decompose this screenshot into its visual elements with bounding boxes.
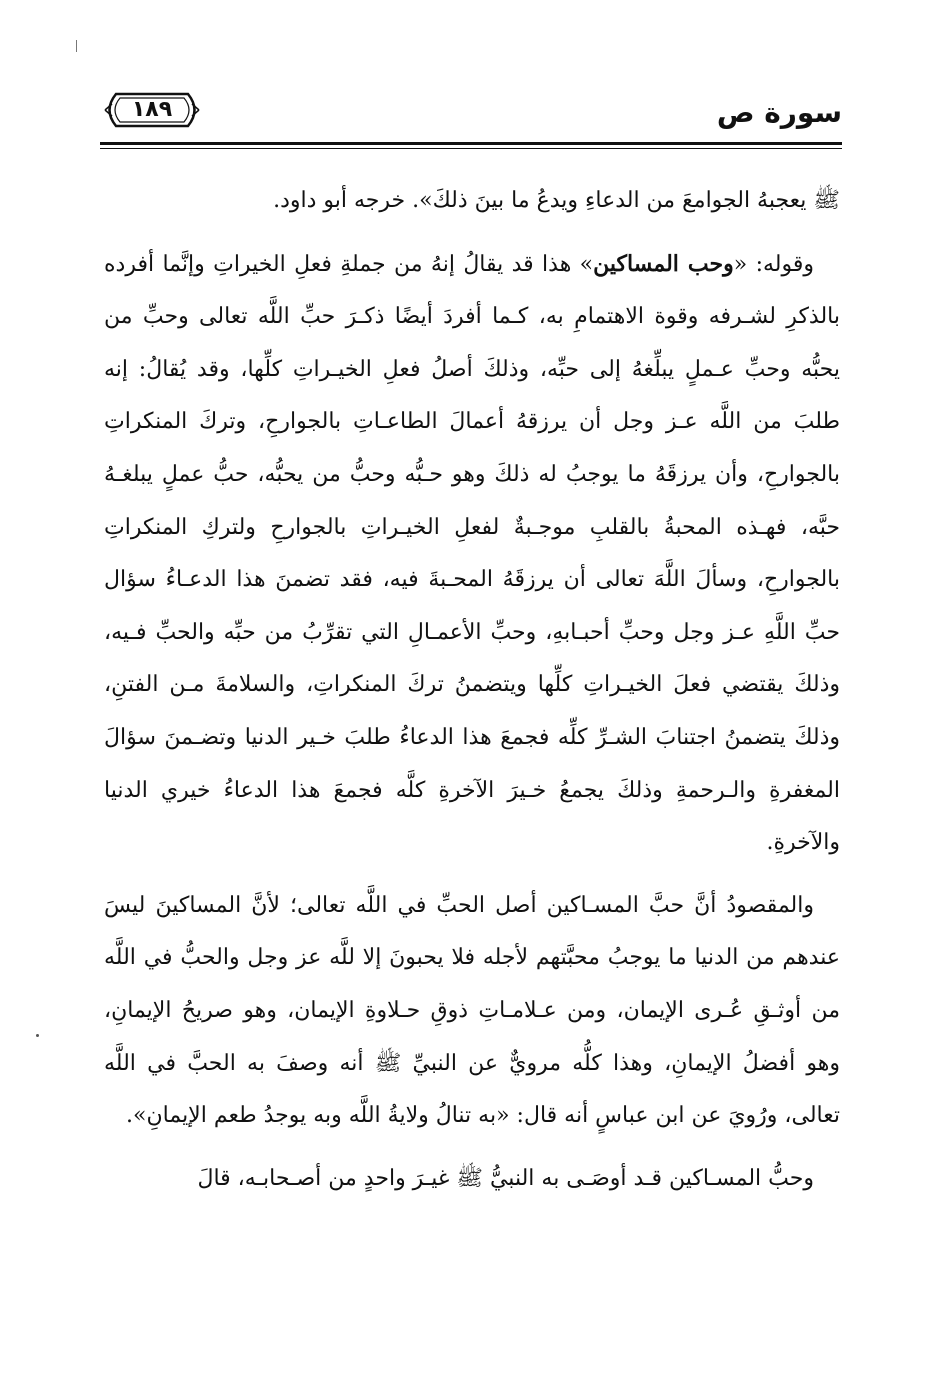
paragraph-4-text: وحبُّ المسـاكين قـد أوصَـى به النبيُّ ﷺ غيـرَ واحدٍ من أصـحابـه، قالَ [197, 1165, 814, 1191]
paragraph-2-highlight: وحب المساكين [593, 250, 734, 277]
paragraph-4 [104, 1153, 840, 1206]
header-rule [100, 142, 842, 145]
paragraph-1-text: ﷺ يعجبهُ الجوامعَ من الدعاءِ ويدعُ ما بينَ ذلكَ». خرجه أبو داود. [273, 188, 840, 213]
paragraph-2 [104, 238, 840, 870]
margin-dot [36, 1034, 39, 1037]
header-rule-thin [100, 148, 842, 149]
paragraph-3-text: والمقصودُ أنَّ حبَّ المسـاكين أصل الحبِّ في اللَّه تعالى؛ لأنَّ المساكينَ ليسَ عندهم من الدنيا ما يوجبُ محبَّتهم لأجله فلا يحبونَ إلا للَّه عز وجل والحبُّ في اللَّه من أوثـقِ عُـرى الإيمان، ومن عـلامـاتِ ذوقِ حـلاوةِ الإيمان، وهو صريحُ الإيمانِ، وهو أفضلُ الإيمانِ، وهذا كلُّه مرويٌّ عن النبيِّ ﷺ أنه وصفَ به الحبَّ في اللَّه تعالى، ورُويَ عن ابن عباسٍ أنه قال: «به تنالُ ولايةُ اللَّه وبه يوجدُ طعم الإيمانِ». [104, 892, 840, 1129]
paragraph-2-lead: وقوله: « [733, 251, 814, 277]
page-header [100, 86, 842, 146]
paragraph-2-text: » هذا قد يقالُ إنهُ من جملةِ فعلِ الخيراتِ وإنَّما أفرده بالذكرِ لشـرفه وقوة الاهتمامِ به، كـما أفردَ أيضًا ذكـرَ حبِّ اللَّه تعالى وحبِّ من يحبُّه وحبِّ عـملٍ يبلِّغهُ إلى حبِّه، وذلكَ أصلُ فعلِ الخيـراتِ كلِّها، وقد يُقالُ: إنه طلبَ من اللَّه عـز وجل أن يرزقهُ أعمالَ الطاعـاتِ بالجوارحِ، وتركَ المنكراتِ بالجوارحِ، وأن يرزقَهُ ما يوجبُ له ذلكَ وهو حـبُّه وحبُّ من يحبُّه، حبُّ عملٍ يبلغـهُ حبَّه، فهـذه المحبةُ بالقلبِ موجـبةٌ لفعلِ الخيـراتِ بالجوارحِ ولتركِ المنكراتِ بالجوارحِ، وسألَ اللَّهَ تعالى أن يرزقَهُ المحـبةَ فيه، فقد تضمنَ هذا الدعـاءُ سؤال حبِّ اللَّهِ عـز وجل وحبِّ أحبـابهِ، وحبِّ الأعمـالِ التي تقرِّبُ من حبِّه والحبِّ فـيه، وذلكَ يقتضي فعلَ الخيـراتِ كلِّها ويتضمنُ تركَ المنكراتِ، والسلامةَ مـن الفتنِ، وذلكَ يتضمنُ اجتنابَ الشـرِّ كلِّه فجمعَ هذا الدعاءُ طلبَ خـير الدنيا وتضـمنَ سؤالَ المغفرةِ والـرحمةِ وذلكَ يجمعُ خـيرَ الآخرةِ كلَّه فجمعَ هذا الدعاءُ خيري الدنيا والآخرةِ. [104, 251, 840, 856]
paragraph-3 [104, 880, 840, 1143]
page-number: ١٨٩ [131, 97, 173, 122]
paragraph-1 [104, 175, 840, 228]
margin-mark [76, 40, 77, 52]
page-number-badge [102, 92, 202, 128]
surah-title: سورة ص [716, 96, 842, 129]
page-body [104, 175, 840, 1205]
